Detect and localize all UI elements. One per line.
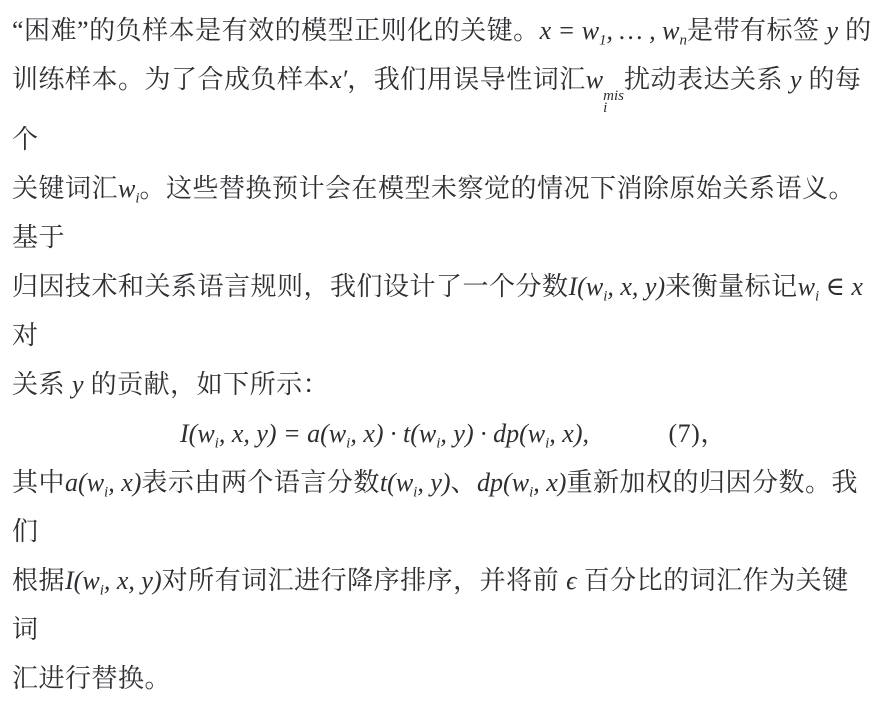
math-text: , x) — [533, 468, 567, 498]
line-9 — [12, 654, 875, 703]
math-text: , y) · dp( — [440, 419, 528, 449]
body-text: 百分比的词汇作为关键词 — [12, 566, 849, 645]
math-atom — [82, 566, 104, 599]
math-atom — [581, 16, 607, 49]
body-text: 训练样本。为了合成负样本 — [12, 65, 331, 94]
math-base: w — [511, 468, 530, 498]
math-base: w — [82, 566, 100, 596]
body-text: 的每个 — [12, 65, 862, 155]
math-text: x = — [539, 16, 582, 45]
line-1 — [12, 6, 875, 55]
body-text: 重新加权的归因分数。我们 — [12, 468, 858, 547]
math-base: w — [395, 468, 414, 498]
math-supsub-stack — [603, 87, 624, 117]
math-base: w — [86, 468, 105, 498]
math-text: I( — [568, 272, 586, 302]
body-text: 、 — [450, 468, 478, 498]
body-text: 来衡量标记 — [665, 272, 798, 302]
math-base: w — [328, 419, 347, 449]
math-atom — [662, 16, 687, 49]
body-text: “困难”的负样本是有效的模型正则化的关键。 — [12, 16, 540, 45]
math-text: , x, y) = a( — [218, 419, 329, 449]
math-superscript: mis — [603, 87, 624, 104]
math-text: a( — [65, 468, 87, 498]
math-base: w — [585, 272, 604, 302]
math-text: , x) — [108, 468, 142, 498]
math-subscript: i — [99, 582, 104, 599]
math-text: I( — [180, 419, 198, 449]
body-text: 。这些替换预计会在模型未察觉的情况下消除原始关系语义。基于 — [12, 174, 856, 253]
equation-line — [12, 409, 875, 458]
body-text: ，我们用误导性词汇 — [347, 65, 586, 94]
math-atom — [328, 419, 351, 452]
math-text: ∈ x — [819, 272, 863, 302]
math-atom — [797, 272, 820, 305]
math-text: y — [72, 370, 84, 400]
body-text: 是带有标签 — [687, 16, 827, 45]
math-base: w — [118, 174, 136, 204]
body-text: 汇进行替换。 — [12, 664, 172, 694]
math-text: , y) — [417, 468, 451, 498]
math-subscript: i — [346, 435, 351, 452]
body-text: 表示由两个语言分数 — [141, 468, 380, 498]
body-text: 关键词汇 — [12, 174, 119, 204]
math-text: , x, y) — [607, 272, 666, 302]
math-text: x′ — [330, 65, 348, 94]
math-text: , x) · t( — [350, 419, 419, 449]
math-text: y — [826, 16, 839, 45]
math-text: ϵ — [566, 566, 577, 596]
math-atom — [395, 468, 418, 501]
math-subscript: i — [814, 288, 820, 305]
math-text: I( — [65, 566, 83, 596]
math-text: , … , — [606, 16, 663, 45]
body-text: (7)， — [589, 419, 727, 449]
math-subscript: i — [603, 100, 608, 117]
line-8 — [12, 556, 875, 654]
math-atom — [511, 468, 534, 501]
math-atom — [118, 174, 140, 207]
body-text: 对 — [12, 321, 39, 351]
line-2 — [12, 55, 875, 164]
math-subscript: i — [135, 190, 140, 207]
body-text: 根据 — [12, 566, 66, 596]
body-text: 扰动表达关系 — [623, 65, 790, 94]
math-subscript: i — [436, 435, 441, 452]
body-text: 其中 — [12, 468, 66, 498]
line-4 — [12, 262, 875, 360]
line-3 — [12, 164, 875, 262]
math-subscript: 1 — [599, 32, 607, 49]
math-text: y — [789, 65, 802, 94]
math-subscript: i — [214, 435, 219, 452]
body-text: 关系 — [12, 370, 73, 400]
body-text: 对所有词汇进行降序排序，并将前 — [161, 566, 567, 596]
math-base: w — [418, 419, 437, 449]
math-text: dp( — [477, 468, 512, 498]
body-text: 的贡献，如下所示： — [83, 370, 330, 400]
line-5 — [12, 360, 875, 409]
math-subscript: i — [545, 435, 550, 452]
body-text: 归因技术和关系语言规则，我们设计了一个分数 — [12, 272, 569, 302]
math-subscript: i — [413, 484, 418, 501]
math-atom — [197, 419, 219, 452]
math-atom — [585, 272, 608, 305]
math-base: w — [197, 419, 215, 449]
math-base: w — [527, 419, 546, 449]
math-base: w — [662, 16, 680, 45]
math-subscript: i — [529, 484, 534, 501]
math-subscript: i — [104, 484, 109, 501]
body-text: 的 — [838, 16, 872, 45]
text-block — [12, 6, 875, 703]
math-subscript: n — [679, 32, 687, 49]
math-text: , x, y) — [103, 566, 162, 596]
line-7 — [12, 458, 875, 556]
math-text: t( — [379, 468, 396, 498]
math-base: w — [581, 16, 600, 45]
math-atom — [86, 468, 109, 501]
math-text: , x), — [549, 419, 589, 449]
math-base: w — [585, 65, 604, 94]
math-atom — [418, 419, 441, 452]
math-subscript: i — [603, 288, 608, 305]
math-atom — [585, 65, 624, 117]
math-base: w — [797, 272, 815, 302]
math-atom — [527, 419, 550, 452]
